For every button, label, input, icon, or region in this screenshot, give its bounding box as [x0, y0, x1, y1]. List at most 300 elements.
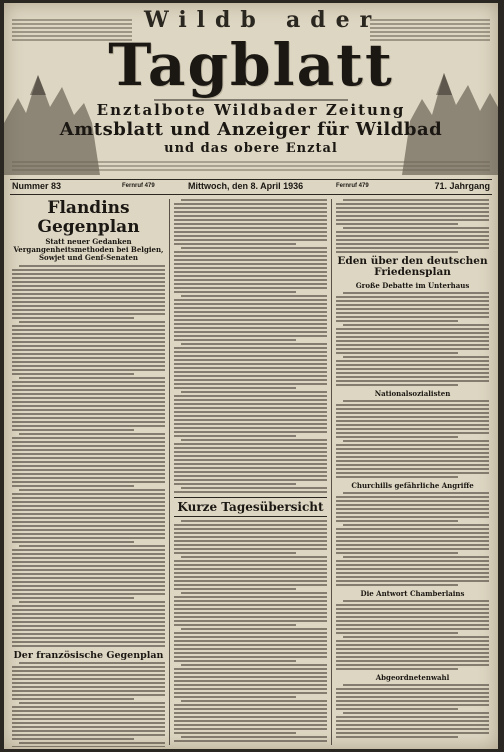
text-line	[336, 243, 489, 245]
text-line	[174, 652, 327, 654]
text-line	[174, 371, 327, 373]
text-line	[336, 420, 489, 422]
text-line	[12, 337, 165, 339]
text-line	[12, 493, 165, 495]
text-line	[336, 464, 489, 466]
text-line	[12, 585, 165, 587]
text-line	[12, 349, 165, 351]
text-line	[336, 700, 489, 702]
text-line	[12, 329, 165, 331]
text-line	[174, 335, 327, 337]
text-line	[174, 660, 296, 662]
text-line	[336, 235, 489, 237]
text-line	[174, 375, 327, 377]
text-line	[174, 311, 327, 313]
text-line	[12, 457, 165, 459]
text-line	[12, 501, 165, 503]
text-line	[336, 328, 489, 330]
text-line	[12, 641, 165, 643]
text-line	[12, 485, 134, 487]
text-line	[174, 231, 327, 233]
text-line	[12, 325, 165, 327]
text-line	[12, 373, 134, 375]
text-line	[181, 247, 327, 249]
column-2	[174, 199, 327, 747]
subhead-national: Nationalsozialisten	[374, 389, 451, 398]
text-line	[336, 412, 489, 414]
text-line	[12, 409, 165, 411]
text-line	[336, 336, 489, 338]
text-line	[174, 580, 327, 582]
headline-eden: Eden über den deutschen Friedensplan	[337, 255, 488, 278]
text-line	[174, 604, 327, 606]
text-line	[174, 467, 327, 469]
text-line	[174, 672, 327, 674]
text-line	[174, 323, 327, 325]
text-line	[174, 676, 327, 678]
column-3	[336, 199, 489, 747]
text-line	[174, 203, 327, 205]
volume-year: 71. Jahrgang	[434, 181, 490, 191]
text-line	[12, 449, 165, 451]
text-line	[336, 512, 489, 514]
text-line	[12, 678, 165, 680]
phone-left: Fernruf 479	[122, 183, 155, 189]
text-line	[174, 315, 327, 317]
text-line	[336, 504, 489, 506]
text-line	[12, 617, 165, 619]
text-line	[174, 608, 327, 610]
text-line	[174, 540, 327, 542]
masthead-subtitle-3: und das obere Enztal	[164, 141, 338, 156]
text-line	[336, 203, 489, 205]
text-line	[336, 696, 489, 698]
text-line	[12, 361, 165, 363]
text-line	[174, 732, 296, 734]
text-line	[174, 640, 327, 642]
text-line	[181, 664, 327, 666]
imprint-lines	[12, 159, 490, 173]
text-line	[336, 708, 458, 710]
text-line	[336, 360, 489, 362]
text-line	[12, 313, 165, 315]
text-line	[174, 367, 327, 369]
text-line	[174, 243, 296, 245]
text-line	[336, 472, 489, 474]
text-line	[174, 415, 327, 417]
text-line	[336, 368, 489, 370]
text-line	[336, 688, 489, 690]
text-line	[336, 207, 489, 209]
text-line	[181, 439, 327, 441]
ornament-text-right: ader	[286, 7, 382, 33]
text-line	[174, 716, 327, 718]
text-line	[12, 505, 165, 507]
text-line	[174, 327, 327, 329]
section-heading-gegenplan: Der französische Gegenplan	[13, 650, 164, 661]
text-line	[174, 235, 327, 237]
text-line	[12, 425, 165, 427]
text-line	[174, 443, 327, 445]
text-line	[174, 459, 327, 461]
subhead-debatte: Große Debatte im Unterhaus	[355, 281, 470, 290]
article-body	[336, 292, 489, 386]
text-line	[19, 545, 165, 547]
text-line	[12, 730, 165, 732]
text-line	[336, 540, 489, 542]
text-line	[336, 296, 489, 298]
text-line	[12, 726, 165, 728]
text-line	[174, 624, 296, 626]
text-line	[12, 469, 165, 471]
text-line	[174, 712, 327, 714]
text-line	[174, 319, 327, 321]
phone-right: Fernruf 479	[336, 183, 369, 189]
text-line	[336, 384, 458, 386]
text-line	[174, 407, 327, 409]
text-line	[12, 473, 165, 475]
dateline	[10, 179, 492, 195]
text-line	[12, 281, 165, 283]
text-line	[336, 736, 458, 738]
text-line	[12, 353, 165, 355]
text-line	[336, 724, 489, 726]
text-line	[19, 265, 165, 267]
text-line	[12, 497, 165, 499]
text-line	[181, 700, 327, 702]
text-line	[336, 584, 458, 586]
text-line	[336, 376, 489, 378]
article-body	[336, 600, 489, 670]
text-line	[174, 483, 296, 485]
article-body	[12, 662, 165, 747]
text-line	[336, 580, 489, 582]
text-line	[19, 601, 165, 603]
text-line	[12, 589, 165, 591]
text-line	[174, 680, 327, 682]
text-line	[336, 476, 458, 478]
text-line	[174, 291, 296, 293]
text-line	[336, 564, 489, 566]
text-line	[336, 632, 458, 634]
text-line	[336, 664, 489, 666]
text-line	[12, 533, 165, 535]
text-line	[12, 293, 165, 295]
text-line	[12, 690, 165, 692]
text-line	[181, 199, 327, 201]
text-line	[174, 724, 327, 726]
text-line	[336, 572, 489, 574]
text-line	[12, 609, 165, 611]
text-line	[12, 613, 165, 615]
text-line	[336, 552, 458, 554]
text-line	[336, 624, 489, 626]
text-line	[12, 597, 134, 599]
text-line	[336, 436, 458, 438]
text-line	[19, 489, 165, 491]
newspaper-page	[4, 3, 498, 749]
article-body	[336, 400, 489, 478]
text-line	[174, 423, 327, 425]
text-line	[343, 712, 489, 714]
text-line	[336, 516, 489, 518]
text-line	[336, 452, 489, 454]
text-line	[336, 732, 489, 734]
column-rule	[331, 199, 332, 745]
text-line	[12, 706, 165, 708]
text-line	[174, 359, 327, 361]
text-line	[174, 279, 327, 281]
text-line	[12, 381, 165, 383]
text-line	[12, 605, 165, 607]
newspaper-title: Tagblatt	[108, 31, 394, 99]
text-line	[336, 528, 489, 530]
text-line	[336, 416, 489, 418]
text-line	[336, 604, 489, 606]
text-line	[12, 577, 165, 579]
text-line	[174, 363, 327, 365]
column-1	[12, 199, 165, 747]
text-line	[12, 309, 165, 311]
text-line	[174, 215, 327, 217]
text-line	[174, 347, 327, 349]
subhead-chamberlain: Die Antwort Chamberlains	[360, 589, 465, 598]
text-line	[336, 500, 489, 502]
text-line	[181, 295, 327, 297]
text-line	[336, 404, 489, 406]
text-line	[174, 656, 327, 658]
text-line	[174, 524, 327, 526]
text-line	[336, 704, 489, 706]
text-line	[12, 569, 165, 571]
text-line	[336, 568, 489, 570]
text-line	[174, 576, 327, 578]
text-line	[336, 652, 489, 654]
text-line	[174, 307, 327, 309]
text-line	[12, 357, 165, 359]
subhead-flandin: Statt neuer Gedanken Vergangenheitsmethoden bei Belgien, Sowjet und Genf-Senaten	[13, 237, 164, 262]
text-line	[174, 303, 327, 305]
text-line	[174, 704, 327, 706]
text-line	[174, 692, 327, 694]
text-line	[12, 734, 165, 736]
text-line	[174, 447, 327, 449]
text-line	[174, 600, 327, 602]
text-line	[12, 461, 165, 463]
text-line	[174, 419, 327, 421]
text-line	[12, 561, 165, 563]
text-line	[12, 541, 134, 543]
text-line	[174, 644, 327, 646]
text-line	[336, 460, 489, 462]
text-line	[174, 211, 327, 213]
text-line	[12, 341, 165, 343]
text-line	[12, 746, 165, 747]
text-line	[12, 273, 165, 275]
text-line	[12, 301, 165, 303]
text-line	[174, 271, 327, 273]
text-line	[336, 432, 489, 434]
text-line	[174, 612, 327, 614]
text-line	[336, 720, 489, 722]
text-line	[174, 588, 296, 590]
text-line	[336, 372, 489, 374]
text-line	[336, 444, 489, 446]
text-line	[12, 453, 165, 455]
text-line	[174, 479, 327, 481]
text-line	[343, 199, 489, 201]
text-line	[174, 584, 327, 586]
article-body	[336, 199, 489, 253]
text-line	[174, 455, 327, 457]
text-line	[174, 471, 327, 473]
text-line	[174, 684, 327, 686]
text-line	[12, 674, 165, 676]
text-line	[174, 259, 327, 261]
text-line	[12, 481, 165, 483]
text-line	[174, 299, 327, 301]
article-body	[174, 520, 327, 742]
text-line	[336, 560, 489, 562]
text-line	[12, 441, 165, 443]
text-line	[12, 682, 165, 684]
text-line	[336, 628, 489, 630]
text-line	[336, 223, 458, 225]
text-line	[174, 708, 327, 710]
text-line	[174, 283, 327, 285]
text-line	[181, 487, 327, 489]
text-line	[336, 428, 489, 430]
text-line	[174, 275, 327, 277]
subhead-churchill: Churchills gefährliche Angriffe	[351, 481, 474, 490]
text-line	[12, 694, 165, 696]
text-line	[174, 355, 327, 357]
text-line	[174, 596, 327, 598]
text-line	[336, 316, 489, 318]
text-line	[174, 435, 296, 437]
text-line	[12, 698, 134, 700]
text-line	[336, 728, 489, 730]
text-line	[181, 556, 327, 558]
text-line	[336, 344, 489, 346]
text-line	[12, 549, 165, 551]
text-line	[12, 445, 165, 447]
text-line	[12, 317, 134, 319]
text-line	[174, 227, 327, 229]
box-heading-tagesuebersicht: Kurze Tagesübersicht	[174, 497, 327, 517]
text-line	[336, 308, 489, 310]
text-line	[174, 475, 327, 477]
article-body	[12, 265, 165, 647]
text-line	[174, 572, 327, 574]
text-line	[12, 269, 165, 271]
text-line	[343, 600, 489, 602]
text-line	[174, 688, 327, 690]
text-line	[12, 565, 165, 567]
text-line	[336, 468, 489, 470]
text-line	[174, 395, 327, 397]
text-line	[19, 702, 165, 704]
text-line	[336, 332, 489, 334]
text-line	[19, 321, 165, 323]
text-line	[174, 207, 327, 209]
text-line	[336, 608, 489, 610]
text-line	[336, 648, 489, 650]
text-line	[336, 692, 489, 694]
text-line	[343, 524, 489, 526]
text-line	[12, 413, 165, 415]
text-line	[12, 629, 165, 631]
text-line	[12, 393, 165, 395]
text-line	[336, 644, 489, 646]
text-line	[174, 632, 327, 634]
text-line	[343, 492, 489, 494]
text-line	[12, 625, 165, 627]
text-line	[12, 645, 165, 647]
text-line	[12, 429, 134, 431]
text-line	[174, 532, 327, 534]
text-line	[174, 544, 327, 546]
text-line	[174, 620, 327, 622]
text-line	[12, 529, 165, 531]
text-line	[336, 424, 489, 426]
text-line	[12, 437, 165, 439]
text-line	[174, 568, 327, 570]
text-line	[12, 509, 165, 511]
text-line	[12, 297, 165, 299]
text-line	[181, 736, 327, 738]
text-line	[12, 581, 165, 583]
text-line	[12, 573, 165, 575]
text-line	[336, 251, 458, 253]
text-line	[174, 616, 327, 618]
text-line	[336, 496, 489, 498]
masthead-subtitle-2: Amtsblatt und Anzeiger für Wildbad	[59, 119, 443, 140]
issue-number: Nummer 83	[12, 181, 62, 191]
text-line	[336, 508, 489, 510]
text-line	[343, 636, 489, 638]
text-line	[12, 718, 165, 720]
text-line	[12, 477, 165, 479]
text-line	[336, 640, 489, 642]
text-line	[181, 520, 327, 522]
text-line	[343, 400, 489, 402]
text-line	[174, 251, 327, 253]
text-line	[336, 520, 458, 522]
text-line	[12, 621, 165, 623]
text-line	[12, 633, 165, 635]
text-line	[336, 231, 489, 233]
text-line	[343, 356, 489, 358]
text-line	[343, 292, 489, 294]
text-line	[12, 385, 165, 387]
text-line	[174, 528, 327, 530]
text-line	[19, 377, 165, 379]
text-line	[12, 537, 165, 539]
text-line	[12, 557, 165, 559]
text-line	[12, 714, 165, 716]
article-body	[174, 199, 327, 493]
text-line	[336, 219, 489, 221]
text-line	[336, 380, 489, 382]
text-line	[336, 340, 489, 342]
text-line	[174, 331, 327, 333]
text-line	[12, 465, 165, 467]
text-line	[174, 267, 327, 269]
text-line	[343, 556, 489, 558]
text-line	[174, 560, 327, 562]
text-line	[174, 552, 296, 554]
